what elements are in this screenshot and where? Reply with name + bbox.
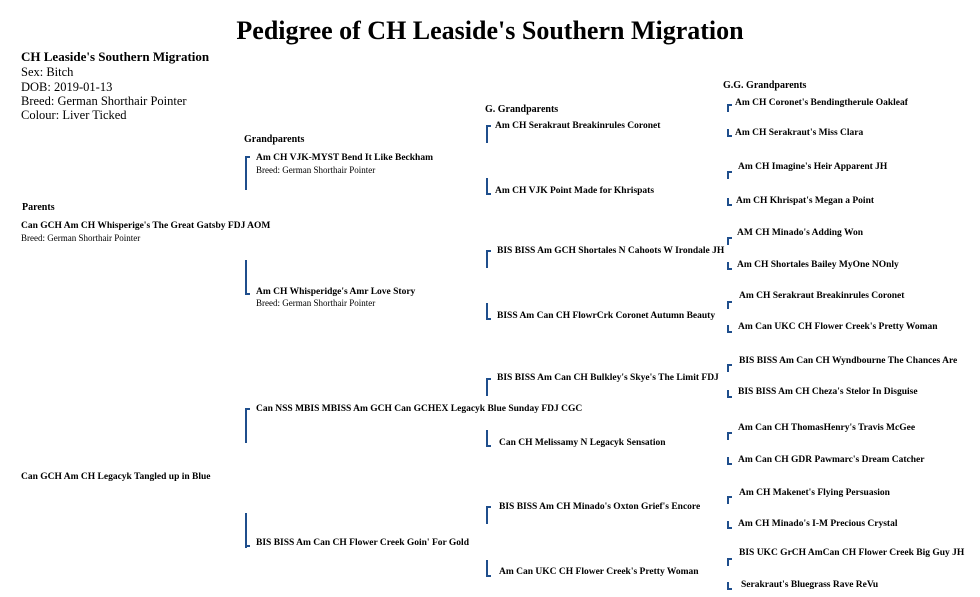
grandparents-header: Grandparents xyxy=(244,134,305,145)
grandparent-3-tick xyxy=(245,408,250,410)
gg-grandparent-5-name: AM CH Minado's Adding Won xyxy=(737,228,864,238)
gg-grandparent-15-tick xyxy=(727,558,732,560)
grandparent-2-bracket xyxy=(245,260,247,295)
dog-breed: Breed: German Shorthair Pointer xyxy=(21,94,187,108)
g-grandparent-1-tick xyxy=(486,125,491,127)
g-grandparent-8-tick xyxy=(486,575,491,577)
gg-grandparent-7-name: Am CH Serakraut Breakinrules Coronet xyxy=(739,291,905,301)
gg-grandparent-13-name: Am CH Makenet's Flying Persuasion xyxy=(739,488,890,498)
g-grandparent-5-tick xyxy=(486,378,491,380)
parent-sire-name: Can GCH Am CH Whisperige's The Great Gatsby FDJ AOM xyxy=(21,221,271,231)
gg-grandparent-2-name: Am CH Serakraut's Miss Clara xyxy=(735,128,864,138)
grandparent-4-tick xyxy=(245,545,250,547)
grandparent-2-name: Am CH Whisperidge's Amr Love Story xyxy=(256,287,416,297)
gg-grandparent-14-tick xyxy=(727,527,732,529)
g-grandparent-7-bracket xyxy=(486,506,488,524)
g-grandparent-3-tick xyxy=(486,250,491,252)
gg-grandparent-9-name: BIS BISS Am Can CH Wyndbourne The Chances Are xyxy=(739,356,958,366)
dog-name: CH Leaside's Southern Migration xyxy=(21,49,210,64)
gg-grandparent-3-tick xyxy=(727,171,732,173)
gg-grandparent-7-tick xyxy=(727,301,732,303)
gg-grandparent-11-tick xyxy=(727,432,732,434)
grandparent-3-name: Can NSS MBIS MBISS Am GCH Can GCHEX Legacyk Blue Sunday FDJ CGC xyxy=(256,404,583,414)
grandparent-4-bracket xyxy=(245,513,247,548)
g-grandparent-4-tick xyxy=(486,318,491,320)
grandparent-1-name: Am CH VJK-MYST Bend It Like Beckham xyxy=(256,153,433,163)
dog-colour: Colour: Liver Ticked xyxy=(21,108,127,122)
parent-sire-breed: Breed: German Shorthair Pointer xyxy=(21,233,141,243)
g-grandparent-8-name: Am Can UKC CH Flower Creek's Pretty Woman xyxy=(499,567,699,577)
gg-grandparent-11-name: Am Can CH ThomasHenry's Travis McGee xyxy=(738,423,916,433)
gg-grandparent-8-name: Am Can UKC CH Flower Creek's Pretty Woman xyxy=(738,322,938,332)
gg-grandparent-6-tick xyxy=(727,268,732,270)
gg-grandparent-12-tick xyxy=(727,463,732,465)
gg-grandparent-10-tick xyxy=(727,396,732,398)
page-title: Pedigree of CH Leaside's Southern Migration xyxy=(236,16,744,45)
gg-grandparent-5-tick xyxy=(727,237,732,239)
gg-grandparent-16-name: Serakraut's Bluegrass Rave ReVu xyxy=(741,580,879,590)
g-grandparent-2-name: Am CH VJK Point Made for Khrispats xyxy=(495,186,655,196)
dog-sex: Sex: Bitch xyxy=(21,65,74,79)
parents-header: Parents xyxy=(22,202,55,213)
gg-grandparent-1-tick xyxy=(727,104,732,106)
gg-grandparent-3-name: Am CH Imagine's Heir Apparent JH xyxy=(738,162,888,172)
g-grandparent-3-name: BIS BISS Am GCH Shortales N Cahoots W Irondale JH xyxy=(497,246,725,256)
grandparent-1-bracket xyxy=(245,156,247,190)
grandparent-1-tick xyxy=(245,156,250,158)
grandparent-1-breed: Breed: German Shorthair Pointer xyxy=(256,165,376,175)
g-grandparent-1-name: Am CH Serakraut Breakinrules Coronet xyxy=(495,121,661,131)
gg-grandparent-8-tick xyxy=(727,331,732,333)
grandparent-3-bracket xyxy=(245,408,247,443)
g-grandparent-6-name: Can CH Melissamy N Legacyk Sensation xyxy=(499,438,666,448)
g-grandparent-5-bracket xyxy=(486,378,488,396)
g-grandparent-7-tick xyxy=(486,506,491,508)
gg-grandparents-header: G.G. Grandparents xyxy=(723,80,807,91)
gg-grandparent-16-tick xyxy=(727,588,732,590)
grandparent-2-breed: Breed: German Shorthair Pointer xyxy=(256,298,376,308)
gg-grandparent-13-tick xyxy=(727,496,732,498)
gg-grandparent-4-name: Am CH Khrispat's Megan a Point xyxy=(736,196,875,206)
g-grandparent-1-bracket xyxy=(486,125,488,143)
g-grandparent-2-tick xyxy=(486,193,491,195)
gg-grandparent-10-name: BIS BISS Am CH Cheza's Stelor In Disguise xyxy=(738,387,918,397)
gg-grandparent-9-tick xyxy=(727,364,732,366)
gg-grandparent-15-name: BIS UKC GrCH AmCan CH Flower Creek Big Guy JH xyxy=(739,548,965,558)
gg-grandparent-6-name: Am CH Shortales Bailey MyOne NOnly xyxy=(737,260,899,270)
g-grandparents-header: G. Grandparents xyxy=(485,104,559,115)
g-grandparent-6-tick xyxy=(486,445,491,447)
gg-grandparent-14-name: Am CH Minado's I-M Precious Crystal xyxy=(738,519,898,529)
g-grandparent-3-bracket xyxy=(486,250,488,268)
parent-dam-name: Can GCH Am CH Legacyk Tangled up in Blue xyxy=(21,472,211,482)
grandparent-2-tick xyxy=(245,293,250,295)
gg-grandparent-12-name: Am Can CH GDR Pawmarc's Dream Catcher xyxy=(738,455,925,465)
gg-grandparent-4-tick xyxy=(727,204,732,206)
g-grandparent-5-name: BIS BISS Am Can CH Bulkley's Skye's The Limit FDJ xyxy=(497,373,719,383)
dog-dob: DOB: 2019-01-13 xyxy=(21,80,113,94)
g-grandparent-4-name: BISS Am Can CH FlowrCrk Coronet Autumn Beauty xyxy=(497,311,716,321)
gg-grandparent-1-name: Am CH Coronet's Bendingtherule Oakleaf xyxy=(735,98,908,108)
gg-grandparent-2-tick xyxy=(727,135,732,137)
grandparent-4-name: BIS BISS Am Can CH Flower Creek Goin' For Gold xyxy=(256,538,469,548)
g-grandparent-7-name: BIS BISS Am CH Minado's Oxton Grief's Encore xyxy=(499,502,701,512)
